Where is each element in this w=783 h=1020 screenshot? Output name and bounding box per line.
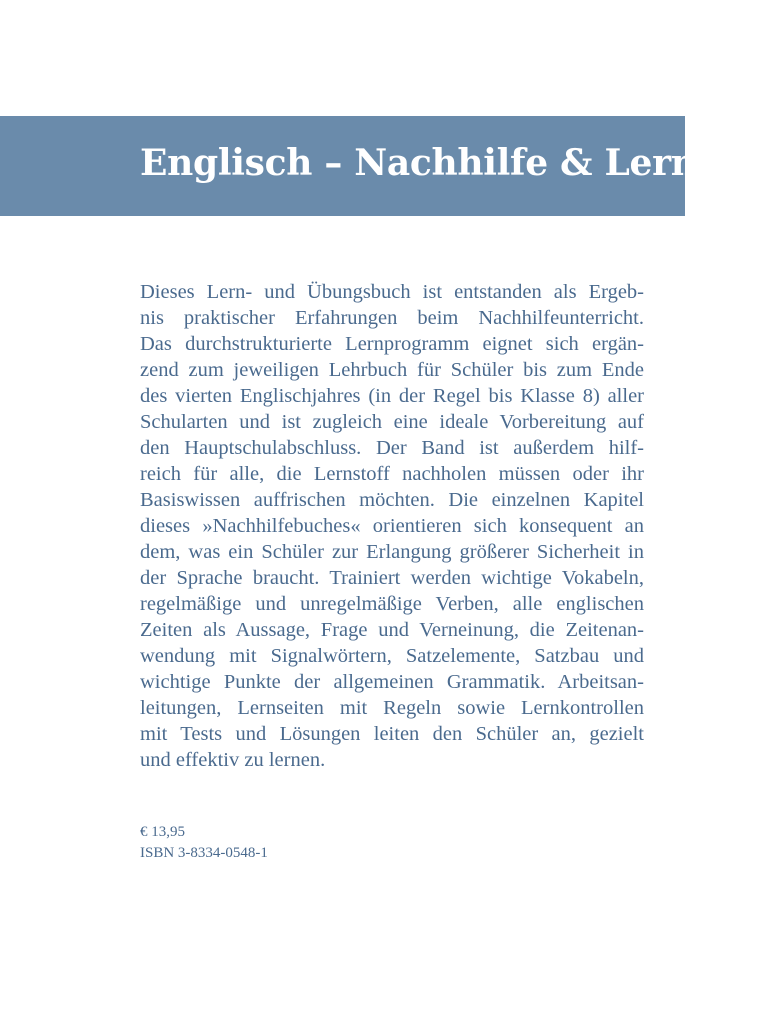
blurb-line: der Sprache braucht. Trainiert werden wichtige Vokabeln, <box>140 567 644 589</box>
blurb-line: Schularten und ist zugleich eine ideale Vorbereitung auf <box>140 411 644 433</box>
blurb-line: Das durchstrukturierte Lernprogramm eignet sich ergän- <box>140 333 644 355</box>
blurb-line: reich für alle, die Lernstoff nachholen müssen oder ihr <box>140 463 644 485</box>
blurb-line: Zeiten als Aussage, Frage und Verneinung, die Zeitenan- <box>140 619 644 641</box>
isbn: ISBN 3-8334-0548-1 <box>140 845 268 861</box>
blurb-line: zend zum jeweiligen Lehrbuch für Schüler bis zum Ende <box>140 359 644 381</box>
blurb-line: wendung mit Signalwörtern, Satzelemente, Satzbau und <box>140 645 644 667</box>
blurb-line: dieses »Nachhilfebuches« orientieren sich konsequent an <box>140 515 644 537</box>
blurb-line: des vierten Englischjahres (in der Regel bis Klasse 8) aller <box>140 385 644 407</box>
blurb-line: Basiswissen auffrischen möchten. Die einzelnen Kapitel <box>140 489 644 511</box>
blurb-line: wichtige Punkte der allgemeinen Grammatik. Arbeitsan- <box>140 671 644 693</box>
price-block <box>140 822 268 864</box>
blurb-line: leitungen, Lernseiten mit Regeln sowie Lernkontrollen <box>140 697 644 719</box>
book-title: Englisch – Nachhilfe & Lernen <box>140 142 746 184</box>
price: € 13,95 <box>140 824 185 840</box>
blurb-line: regelmäßige und unregelmäßige Verben, alle englischen <box>140 593 644 615</box>
blurb-line: Dieses Lern- und Übungsbuch ist entstanden als Ergeb- <box>140 281 644 303</box>
back-cover-blurb <box>140 279 644 773</box>
blurb-line: und effektiv zu lernen. <box>140 749 326 771</box>
blurb-line: mit Tests und Lösungen leiten den Schüler an, gezielt <box>140 723 644 745</box>
blurb-line: dem, was ein Schüler zur Erlangung größerer Sicherheit in <box>140 541 644 563</box>
blurb-line: nis praktischer Erfahrungen beim Nachhilfeunterricht. <box>140 307 644 329</box>
blurb-line: den Hauptschulabschluss. Der Band ist außerdem hilf- <box>140 437 644 459</box>
